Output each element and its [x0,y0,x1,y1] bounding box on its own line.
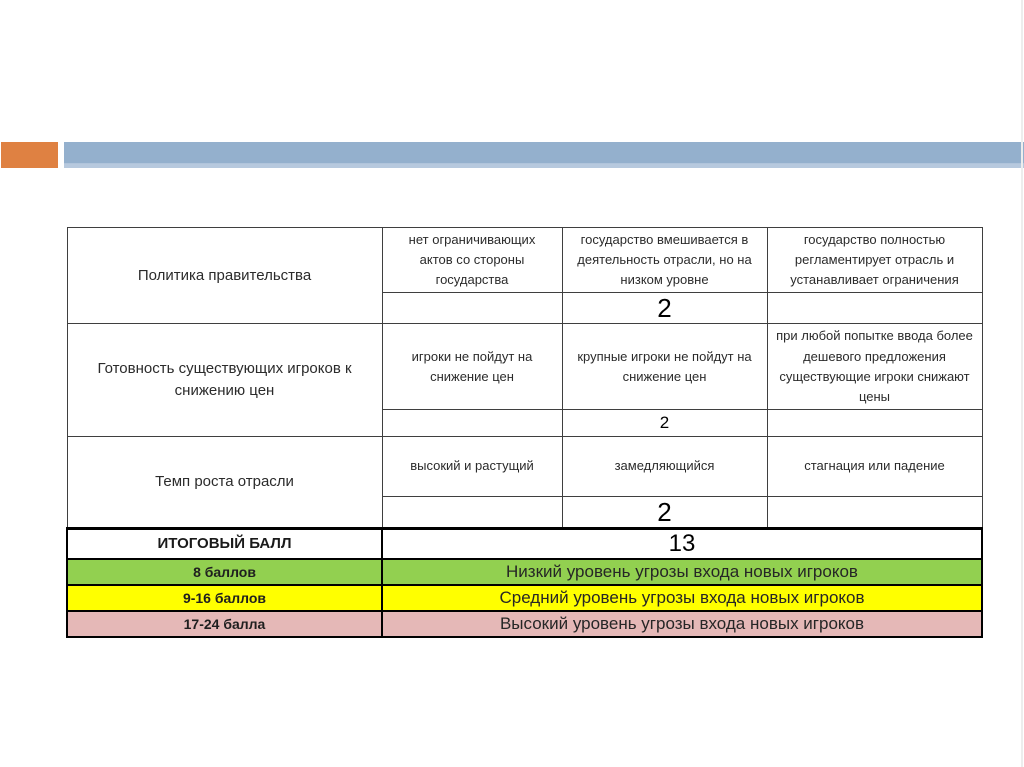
factor-option-low: нет ограничивающих актов со стороны государства [382,228,562,293]
legend-row-medium [67,585,982,611]
slide-edge-line [1021,0,1023,767]
total-score-row [67,528,982,559]
legend-range: 9-16 баллов [67,585,382,611]
legend-description: Средний уровень угрозы входа новых игроков [382,585,982,611]
factor-score-value: 2 [562,293,767,324]
factor-option-mid: государство вмешивается в деятельность отрасли, но на низком уровне [562,228,767,293]
total-score-value: 13 [382,528,982,559]
factor-option-high: государство полностью регламентирует отрасль и устанавливает ограничения [767,228,982,293]
threat-analysis-table-wrap [66,227,983,638]
legend-row-low [67,559,982,585]
factor-option-high: при любой попытке ввода более дешевого предложения существующие игроки снижают цены [767,324,982,410]
factor-score-value: 2 [562,496,767,528]
factor-option-high: стагнация или падение [767,436,982,496]
factor-name-cell: Политика правительства [67,228,382,324]
factor-name-cell: Готовность существующих игроков к снижению цен [67,324,382,437]
factor-option-low: игроки не пойдут на снижение цен [382,324,562,410]
factor-row-players-price-cut [67,324,982,410]
legend-description: Низкий уровень угрозы входа новых игроков [382,559,982,585]
factor-row-industry-growth [67,436,982,496]
score-cell-empty [767,496,982,528]
total-score-label: ИТОГОВЫЙ БАЛЛ [67,528,382,559]
factor-row-government-policy [67,228,982,293]
legend-range: 8 баллов [67,559,382,585]
legend-description: Высокий уровень угрозы входа новых игроков [382,611,982,637]
factor-name-cell: Темп роста отрасли [67,436,382,528]
factor-score-value: 2 [562,409,767,436]
factor-option-mid: крупные игроки не пойдут на снижение цен [562,324,767,410]
threat-analysis-table [66,227,983,638]
factor-option-low: высокий и растущий [382,436,562,496]
score-cell-empty [382,293,562,324]
legend-range: 17-24 балла [67,611,382,637]
accent-orange-block [1,142,58,168]
factor-option-mid: замедляющийся [562,436,767,496]
score-cell-empty [382,409,562,436]
legend-row-high [67,611,982,637]
score-cell-empty [767,409,982,436]
title-bar-bottom-edge [64,163,1024,168]
score-cell-empty [767,293,982,324]
score-cell-empty [382,496,562,528]
